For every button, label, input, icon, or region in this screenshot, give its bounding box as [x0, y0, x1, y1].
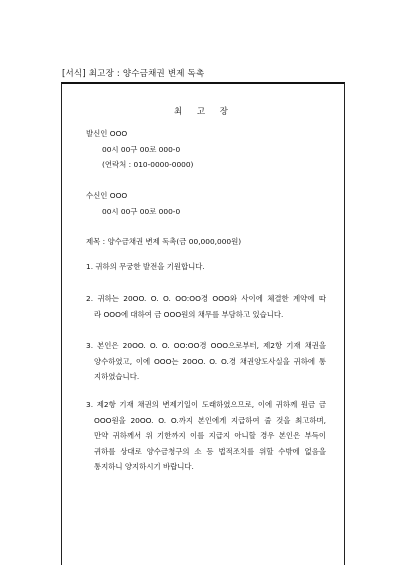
document-frame [61, 82, 345, 565]
recipient-address: 00시 00구 00로 000-0 [102, 207, 181, 216]
form-label: [서식] 최고장 : 양수금채권 변제 독촉 [62, 69, 205, 79]
paragraph-line: 지하였습니다. [94, 372, 140, 381]
paragraph-line: OOO원을 20OO. O. O.까지 본인에게 지급하여 줄 것을 최고하며, [94, 415, 326, 425]
sender-phone: (연락처 : 010-0000-0000) [102, 160, 194, 169]
document-title: 최 고 장 [173, 107, 235, 117]
paragraph-line: 3. 제2항 기재 채권의 변제기일이 도래하였으므로, 이에 귀하께 원금 금 [86, 400, 326, 409]
paragraph-4 [86, 397, 326, 475]
paragraph-2 [86, 291, 326, 322]
paragraph-line: 1. 귀하의 무궁한 발전을 기원합니다. [86, 262, 205, 271]
sender-address: 00시 00구 00로 000-0 [102, 145, 181, 154]
paragraph-line: 라 OOO에 대하여 금 OOO원의 채무를 부담하고 있습니다. [94, 309, 284, 319]
paragraph-line: 양수하였고, 이에 OOO는 20OO. O. O.경 채권양도사실을 귀하에 통 [94, 356, 326, 366]
paragraph-line: 3. 본인은 20OO. O. O. OO:OO경 OOO으로부터, 제2항 기재 채권을 [86, 341, 326, 350]
sender-label: 발신인 OOO [86, 129, 128, 138]
paragraph-line: 통지하니 양지하시기 바랍니다. [94, 462, 194, 471]
subject-line: 제목 : 양수금채권 변제 독촉(금 00,000,000원) [86, 237, 242, 246]
paragraph-line: 만약 귀하께서 위 기한까지 이를 지급지 아니할 경우 본인은 부득이 [94, 431, 326, 440]
paragraph-line: 귀하를 상대로 양수금청구의 소 등 법적조치를 위할 수밖에 없음을 [94, 446, 326, 456]
recipient-label: 수신인 OOO [86, 191, 128, 200]
paragraph-3 [86, 338, 326, 385]
paragraph-1 [86, 259, 326, 275]
paragraph-line: 2. 귀하는 20OO. O. O. OO:OO경 OOO와 사이에 체결한 계약에 따 [86, 294, 326, 303]
